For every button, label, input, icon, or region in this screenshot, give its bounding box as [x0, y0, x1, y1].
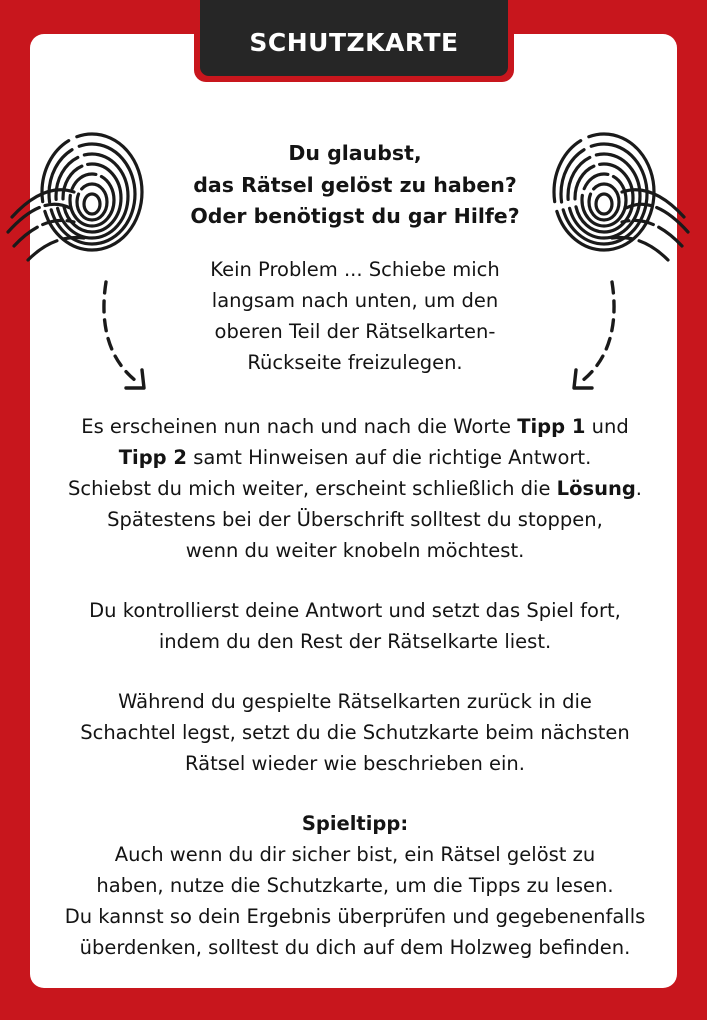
text: indem du den Rest der Rätselkarte liest.	[158, 630, 552, 653]
text: Auch wenn du dir sicher bist, ein Rätsel gelöst zu	[114, 843, 596, 866]
keyword-loesung: Lösung	[556, 477, 636, 500]
text: und	[585, 415, 629, 438]
text: .	[635, 477, 642, 500]
intro-question-line: Oder benötigst du gar Hilfe?	[190, 204, 520, 228]
text: samt Hinweisen auf die richtige Antwort.	[187, 446, 592, 469]
intro-body-line: Rückseite freizulegen.	[247, 350, 463, 374]
text: Du kannst so dein Ergebnis überprüfen und gegebenenfalls	[64, 905, 646, 928]
paragraph-spieltipp	[60, 808, 650, 963]
fingerprint-icon	[542, 122, 692, 272]
text: überdenken, solltest du dich auf dem Holzweg befinden.	[79, 936, 631, 959]
text: Es erscheinen nun nach und nach die Worte	[81, 415, 518, 438]
header-banner	[200, 0, 508, 76]
text: Schiebst du mich weiter, erscheint schließlich die	[68, 477, 557, 500]
main-text	[60, 411, 650, 963]
intro	[175, 138, 535, 378]
text: Du kontrollierst deine Antwort und setzt das Spiel fort,	[89, 599, 621, 622]
text: Schachtel legst, setzt du die Schutzkarte beim nächsten	[80, 721, 630, 744]
text: Rätsel wieder wie beschrieben ein.	[185, 752, 525, 775]
fingerprint-icon	[4, 122, 154, 272]
text: Spätestens bei der Überschrift solltest du stoppen,	[107, 508, 603, 531]
intro-body-line: Kein Problem ... Schiebe mich	[210, 257, 500, 281]
spieltipp-title: Spieltipp:	[301, 812, 409, 835]
keyword-tipp-2: Tipp 2	[118, 446, 187, 469]
paragraph-tips	[60, 411, 650, 566]
text: haben, nutze die Schutzkarte, um die Tipps zu lesen.	[96, 874, 614, 897]
intro-question	[175, 138, 535, 233]
keyword-tipp-1: Tipp 1	[517, 415, 586, 438]
text: Während du gespielte Rätselkarten zurück in die	[118, 690, 592, 713]
intro-body-line: oberen Teil der Rätselkarten-	[214, 319, 496, 343]
paragraph-control	[60, 595, 650, 657]
intro-question-line: das Rätsel gelöst zu haben?	[193, 172, 517, 197]
paragraph-storage	[60, 686, 650, 779]
header-title: SCHUTZKARTE	[249, 27, 459, 57]
text: wenn du weiter knobeln möchtest.	[185, 539, 525, 562]
intro-body	[175, 254, 535, 378]
intro-question-line: Du glaubst,	[288, 141, 422, 165]
intro-body-line: langsam nach unten, um den	[211, 288, 499, 312]
dashed-arrow-icon	[92, 280, 162, 398]
dashed-arrow-icon	[556, 280, 626, 398]
